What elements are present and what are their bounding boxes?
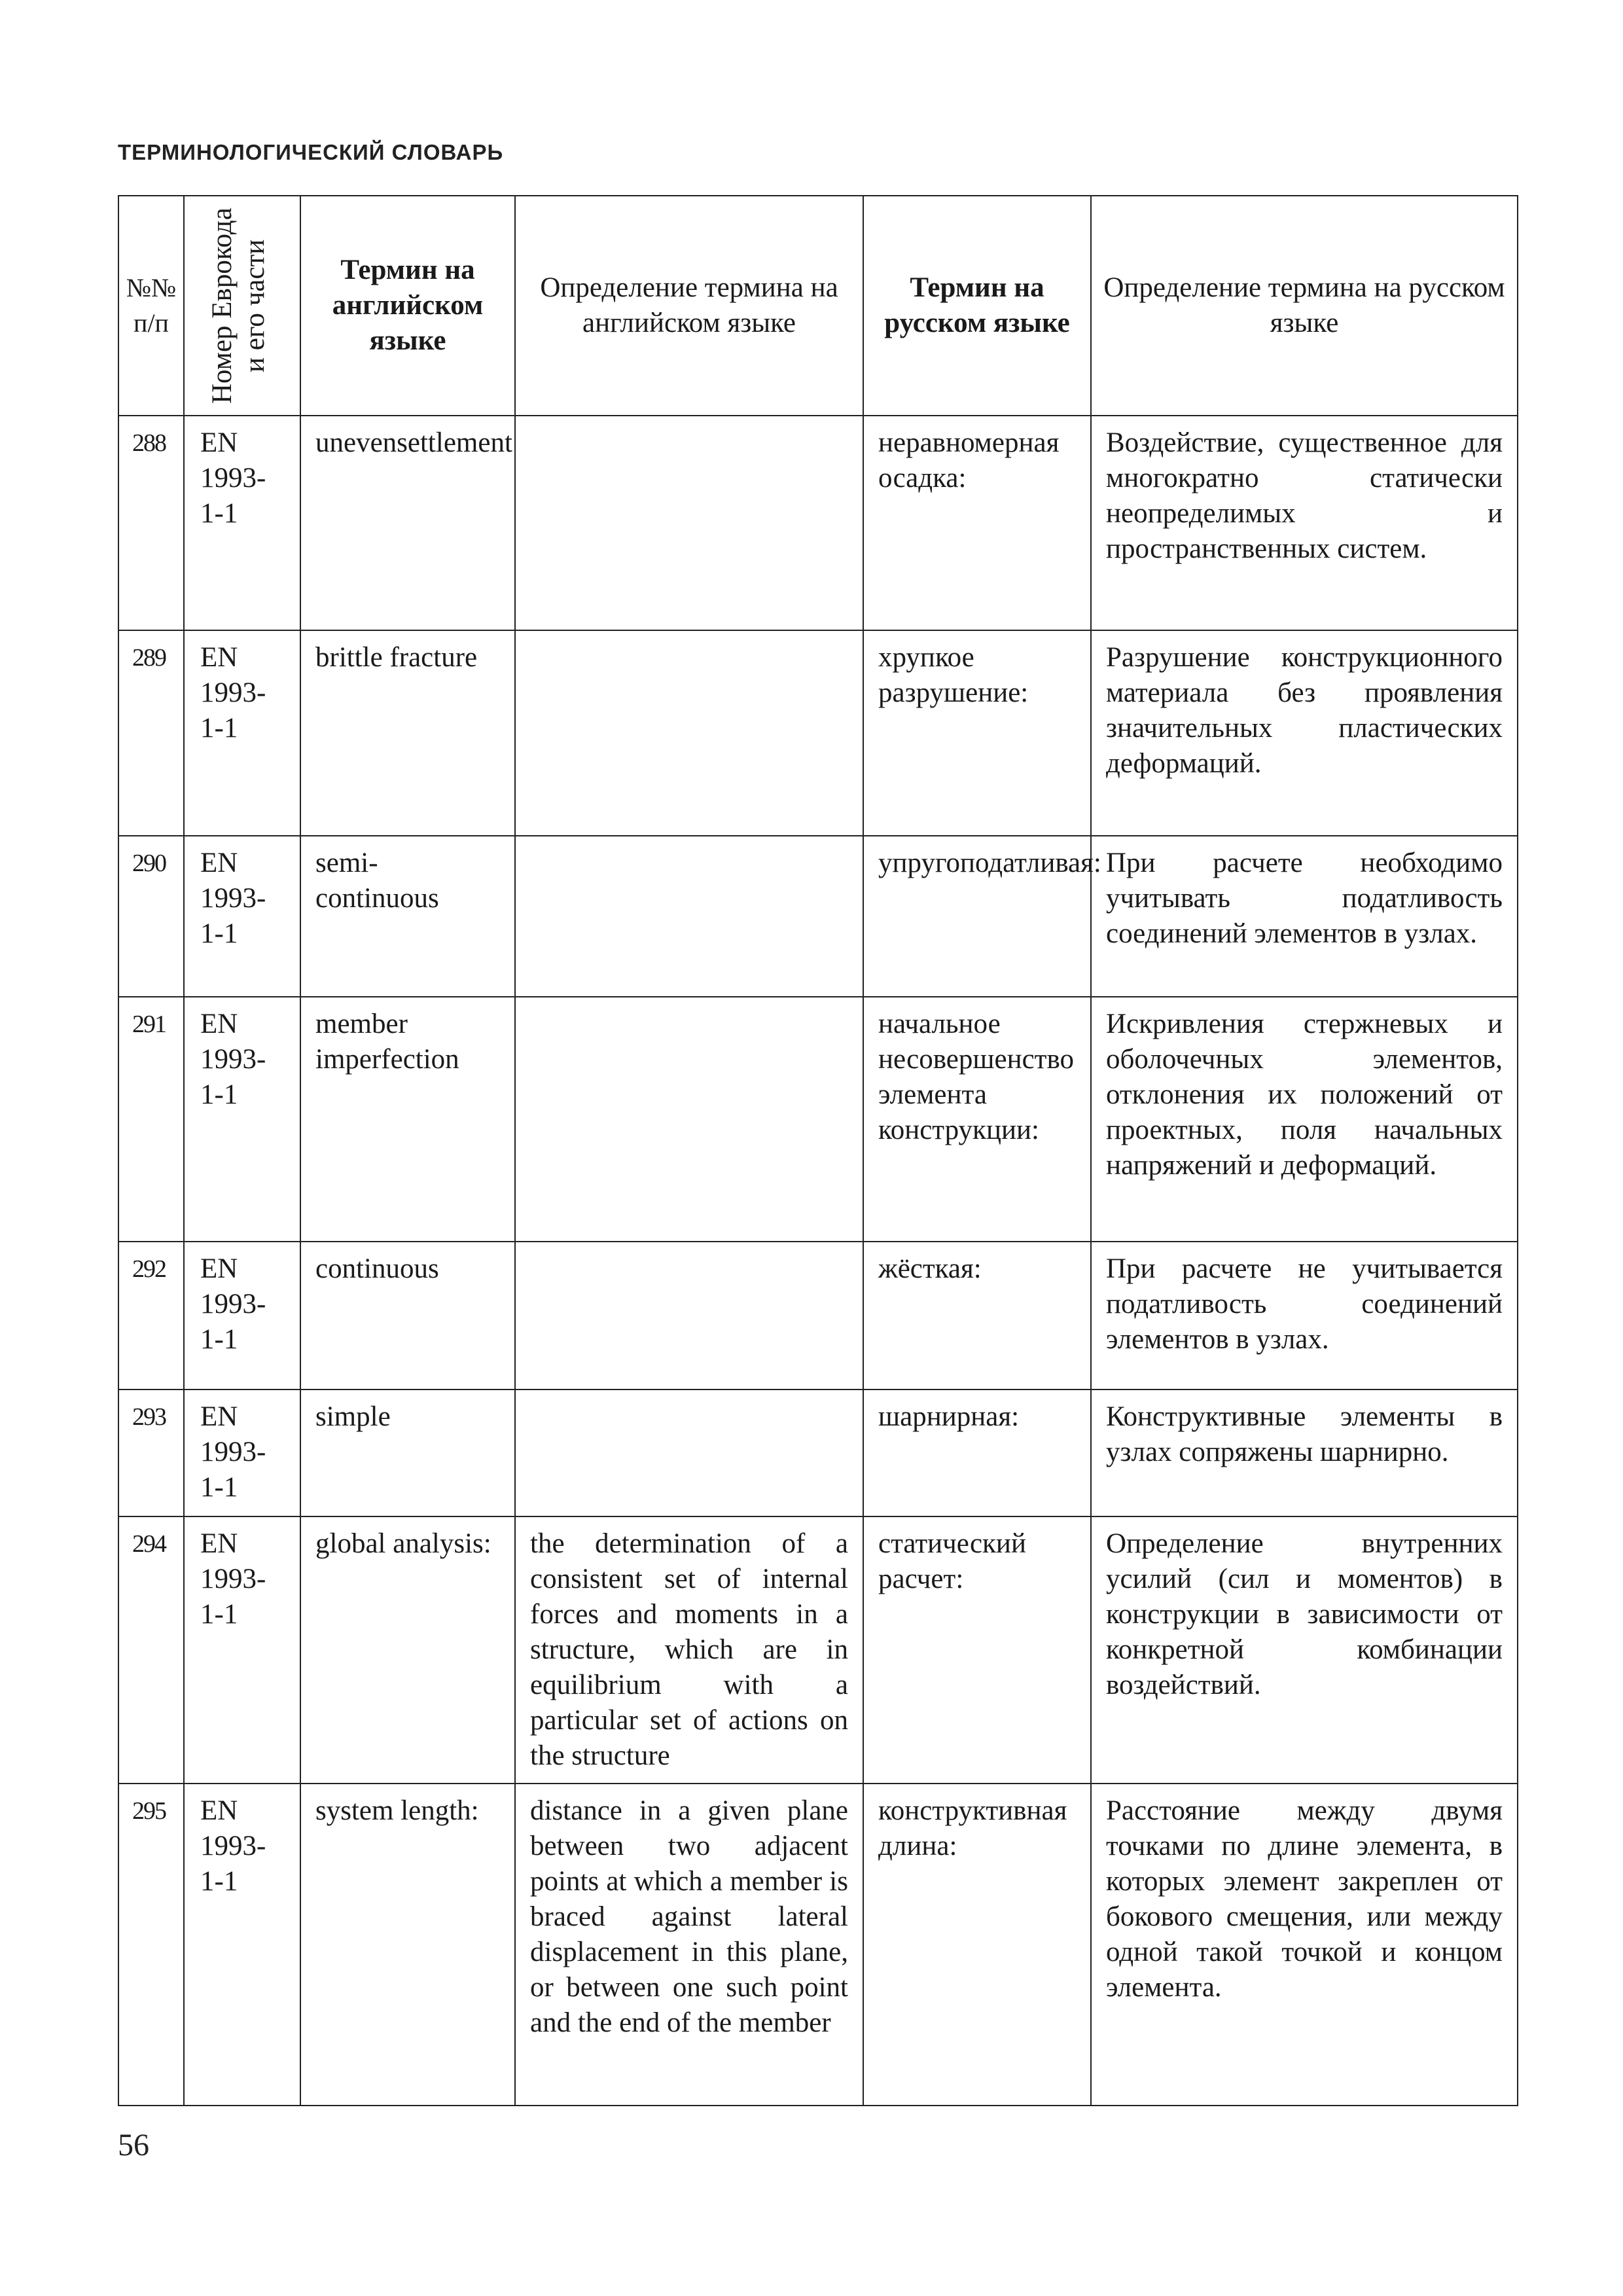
table-row: [118, 416, 1518, 630]
header-term-en-label: Термин на английском языке: [332, 255, 484, 356]
row-term-ru: начальное несовершенство элемента конструкции:: [863, 997, 1091, 1242]
row-term-ru: шарнирная:: [863, 1390, 1091, 1516]
row-num: 293: [118, 1390, 184, 1516]
header-eurocode: [184, 196, 300, 416]
header-num: [118, 196, 184, 416]
row-def-ru: Искривления стержневых и оболочечных элементов, отклонения их положений от проектных, поля начальных напряжений и деформаций.: [1091, 997, 1518, 1242]
row-num: 291: [118, 997, 184, 1242]
row-def-ru: Разрушение конструкционного материала без проявления значительных пластических деформаций.: [1091, 630, 1518, 836]
table-row: [118, 1242, 1518, 1390]
row-eurocode: EN 1993-1-1: [184, 1242, 300, 1390]
table-row: [118, 997, 1518, 1242]
header-term-ru-label: Термин на русском языке: [884, 272, 1070, 338]
row-num: 288: [118, 416, 184, 630]
row-term-en: member imperfection: [300, 997, 515, 1242]
row-term-en: unevensettlement: [300, 416, 515, 630]
row-num: 294: [118, 1516, 184, 1784]
row-def-en: [515, 416, 863, 630]
row-def-en: [515, 1390, 863, 1516]
table-row: [118, 630, 1518, 836]
row-def-en: distance in a given plane between two adjacent points at which a member is braced against lateral displacement in this plane, or between one such point and the end of the member: [515, 1784, 863, 2106]
row-def-ru: Конструктивные элементы в узлах сопряжены шарнирно.: [1091, 1390, 1518, 1516]
row-term-en: brittle fracture: [300, 630, 515, 836]
header-term-en: [300, 196, 515, 416]
row-num: 295: [118, 1784, 184, 2106]
row-term-ru: конструктивная длина:: [863, 1784, 1091, 2106]
row-def-ru: Воздействие, существенное для многократно статически неопределимых и пространственных систем.: [1091, 416, 1518, 630]
table-row: [118, 836, 1518, 997]
row-def-en: [515, 1242, 863, 1390]
header-eurocode-label: Номер Еврокода и его части: [207, 207, 270, 404]
row-term-ru: неравномерная осадка:: [863, 416, 1091, 630]
table-row: [118, 1784, 1518, 2106]
row-term-en: system length:: [300, 1784, 515, 2106]
row-term-en: continuous: [300, 1242, 515, 1390]
row-term-en: global analysis:: [300, 1516, 515, 1784]
row-num: 292: [118, 1242, 184, 1390]
row-eurocode: EN 1993-1-1: [184, 1390, 300, 1516]
header-def-en-label: Определение термина на английском языке: [540, 272, 838, 338]
row-def-ru: Определение внутренних усилий (сил и моментов) в конструкции в зависимости от конкретной комбинации воздействий.: [1091, 1516, 1518, 1784]
row-def-ru: Расстояние между двумя точками по длине элемента, в которых элемент закреплен от бокового смещения, или между одной такой точкой и концом элемента.: [1091, 1784, 1518, 2106]
row-def-ru: При расчете не учитывается податливость соединений элементов в узлах.: [1091, 1242, 1518, 1390]
row-def-en: [515, 836, 863, 997]
row-def-en: [515, 630, 863, 836]
row-term-ru: статический расчет:: [863, 1516, 1091, 1784]
row-eurocode: EN 1993-1-1: [184, 997, 300, 1242]
row-num: 290: [118, 836, 184, 997]
page-number: 56: [118, 2128, 149, 2162]
header-term-ru: [863, 196, 1091, 416]
row-eurocode: EN 1993-1-1: [184, 416, 300, 630]
row-eurocode: EN 1993-1-1: [184, 1516, 300, 1784]
row-term-en: semi-continuous: [300, 836, 515, 997]
row-eurocode: EN 1993-1-1: [184, 630, 300, 836]
row-def-en: [515, 997, 863, 1242]
glossary-table: [118, 195, 1518, 2106]
row-def-ru: При расчете необходимо учитывать податливость соединений элементов в узлах.: [1091, 836, 1518, 997]
header-def-en: [515, 196, 863, 416]
header-num-label: №№ п/п: [126, 273, 177, 338]
row-term-ru: упругоподатливая:: [863, 836, 1091, 997]
row-num: 289: [118, 630, 184, 836]
table-header-row: [118, 196, 1518, 416]
header-def-ru-label: Определение термина на русском языке: [1103, 272, 1505, 338]
table-row: [118, 1390, 1518, 1516]
row-term-ru: жёсткая:: [863, 1242, 1091, 1390]
row-eurocode: EN 1993-1-1: [184, 1784, 300, 2106]
table-row: [118, 1516, 1518, 1784]
header-def-ru: [1091, 196, 1518, 416]
running-head: ТЕРМИНОЛОГИЧЕСКИЙ СЛОВАРЬ: [118, 140, 504, 164]
row-eurocode: EN 1993-1-1: [184, 836, 300, 997]
row-term-ru: хрупкое разрушение:: [863, 630, 1091, 836]
row-term-en: simple: [300, 1390, 515, 1516]
row-def-en: the determination of a consistent set of internal forces and moments in a structure, which are in equilibrium with a particular set of actions on the structure: [515, 1516, 863, 1784]
